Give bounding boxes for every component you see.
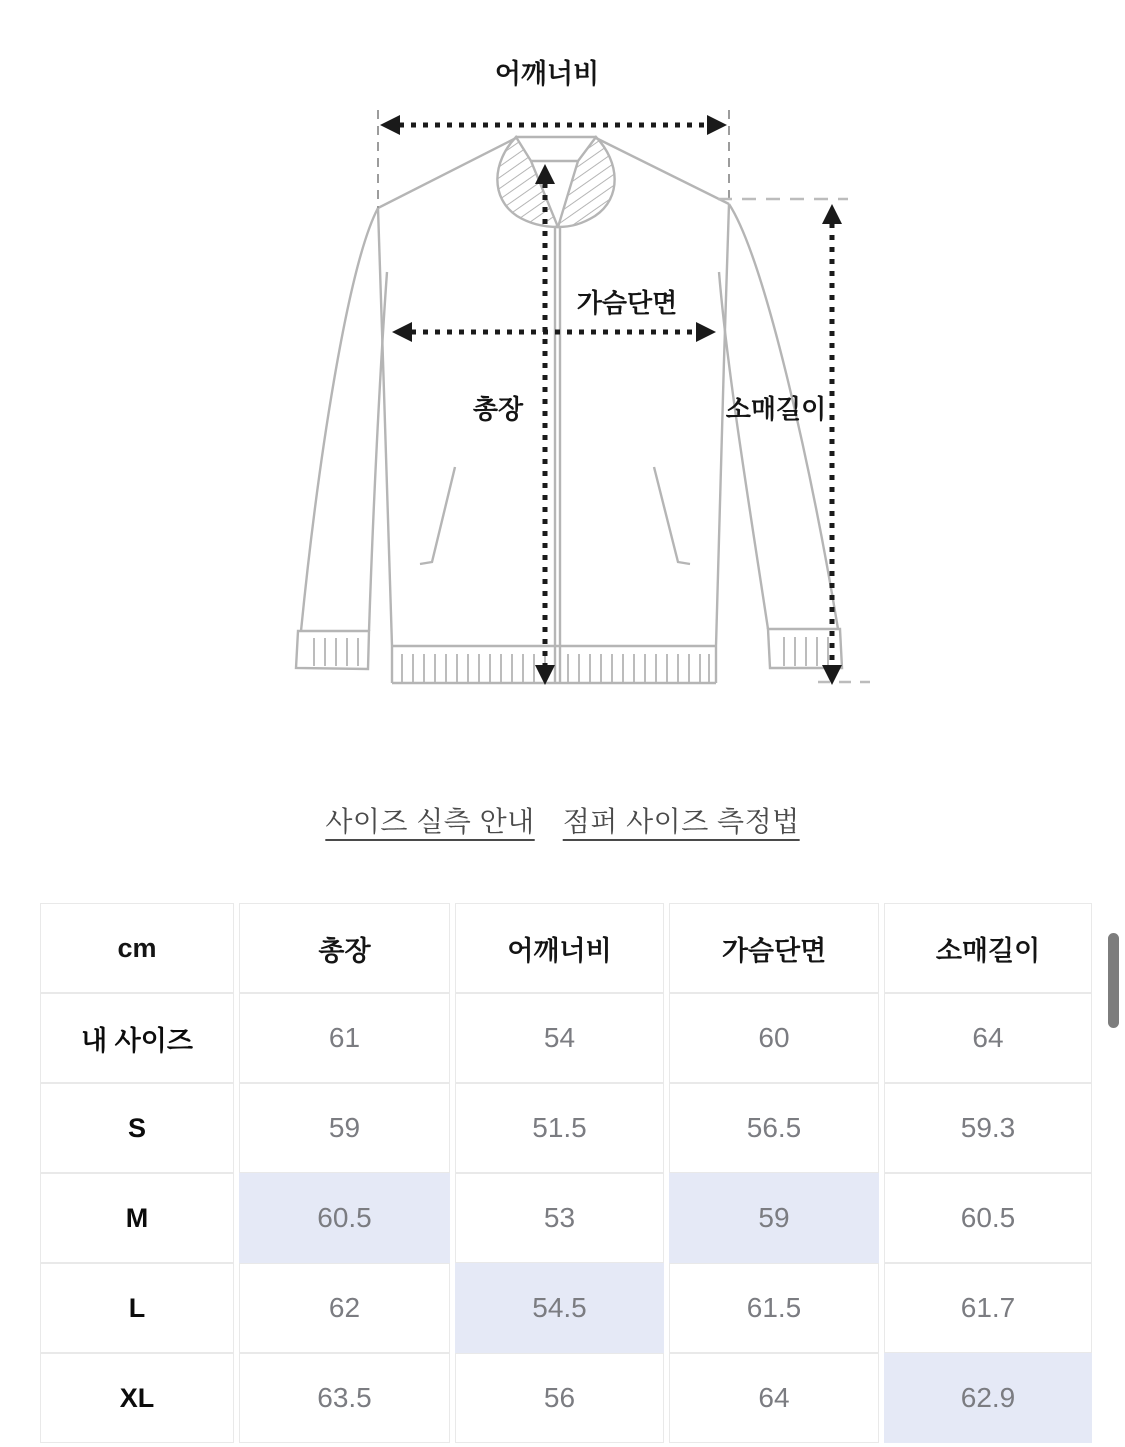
table-header-unit: cm: [40, 903, 234, 993]
table-cell: 54: [455, 993, 664, 1083]
diagram-label-sleeve: 소매길이: [725, 394, 827, 424]
vertical-scrollbar-thumb[interactable]: [1108, 933, 1119, 1028]
table-cell: 61.5: [669, 1263, 879, 1353]
jumper-size-method-link[interactable]: 점퍼 사이즈 측정법: [562, 806, 800, 837]
table-cell: 61.7: [884, 1263, 1092, 1353]
table-cell: 60.5: [239, 1173, 450, 1263]
table-cell: 59: [239, 1083, 450, 1173]
table-cell: 62.9: [884, 1353, 1092, 1443]
jacket-measurement-diagram: [270, 30, 910, 710]
diagram-label-chest: 가슴단면: [576, 288, 678, 318]
table-cell: 59: [669, 1173, 879, 1263]
table-cell: 51.5: [455, 1083, 664, 1173]
diagram-label-length: 총장: [472, 394, 524, 424]
table-cell: 53: [455, 1173, 664, 1263]
table-cell: 56.5: [669, 1083, 879, 1173]
table-cell: 54.5: [455, 1263, 664, 1353]
table-cell: 62: [239, 1263, 450, 1353]
table-cell: 56: [455, 1353, 664, 1443]
size-guide-links: [0, 797, 1125, 843]
size-table: [40, 903, 1092, 1443]
table-row-label: L: [40, 1263, 234, 1353]
table-row-label: XL: [40, 1353, 234, 1443]
table-row-label: 내 사이즈: [40, 993, 234, 1083]
diagram-label-shoulder: 어깨너비: [494, 59, 600, 89]
table-header-col: 가슴단면: [669, 903, 879, 993]
table-cell: 64: [884, 993, 1092, 1083]
jacket-diagram-svg: [270, 30, 910, 710]
size-measure-guide-link[interactable]: 사이즈 실측 안내: [325, 806, 535, 837]
table-cell: 59.3: [884, 1083, 1092, 1173]
table-header-col: 총장: [239, 903, 450, 993]
table-cell: 64: [669, 1353, 879, 1443]
table-cell: 60: [669, 993, 879, 1083]
table-cell: 60.5: [884, 1173, 1092, 1263]
table-header-col: 어깨너비: [455, 903, 664, 993]
table-cell: 63.5: [239, 1353, 450, 1443]
table-row-label: M: [40, 1173, 234, 1263]
jacket-collar: [497, 137, 614, 227]
table-row-label: S: [40, 1083, 234, 1173]
table-cell: 61: [239, 993, 450, 1083]
table-header-col: 소매길이: [884, 903, 1092, 993]
